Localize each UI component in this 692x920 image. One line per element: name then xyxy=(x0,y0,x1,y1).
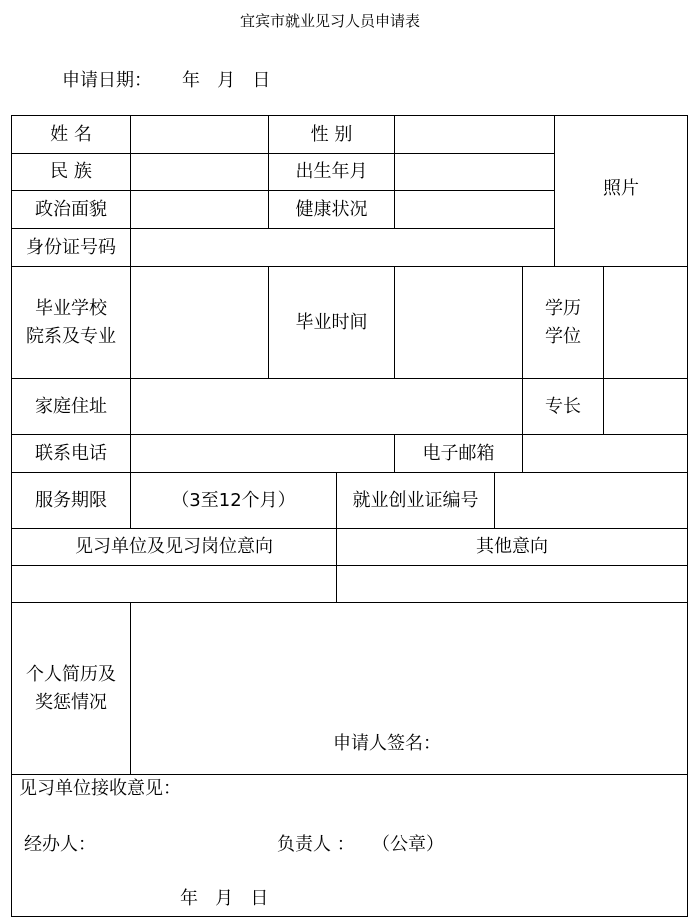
resume-label-line1: 个人简历及 xyxy=(26,663,116,685)
address-label: 家庭住址 xyxy=(35,395,107,417)
birth-field[interactable] xyxy=(395,154,554,190)
gender-field[interactable] xyxy=(395,116,554,153)
service-label: 服务期限 xyxy=(35,489,107,511)
employment-cert-label: 就业创业证编号 xyxy=(352,489,479,511)
intern-intent-field[interactable] xyxy=(12,566,336,602)
specialty-field[interactable] xyxy=(604,379,687,434)
id-label: 身份证号码 xyxy=(26,236,116,258)
phone-field[interactable] xyxy=(131,435,394,472)
political-field[interactable] xyxy=(131,191,268,228)
gender-label: 性 别 xyxy=(310,123,353,145)
other-intent-label: 其他意向 xyxy=(476,536,548,557)
email-label: 电子邮箱 xyxy=(422,442,495,464)
address-field[interactable] xyxy=(131,379,522,434)
applicant-signature-label: 申请人签名： xyxy=(333,733,441,754)
school-label-line1: 毕业学校 xyxy=(35,297,107,319)
intern-intent-label: 见习单位及见习岗位意向 xyxy=(75,536,273,557)
footer-date[interactable]: 年 月 日 xyxy=(180,888,269,909)
application-date-label: 申请日期： xyxy=(62,70,152,91)
photo-label: 照片 xyxy=(603,178,639,199)
photo-box[interactable] xyxy=(555,116,687,266)
school-label-line2: 院系及专业 xyxy=(26,325,116,347)
seal-label: （公章） xyxy=(372,834,444,855)
birth-label: 出生年月 xyxy=(295,161,368,182)
school-field[interactable] xyxy=(131,267,268,378)
degree-label-line1: 学历 xyxy=(545,297,581,319)
political-label: 政治面貌 xyxy=(35,198,107,220)
ethnicity-field[interactable] xyxy=(131,154,268,190)
responsible-label: 负责人 ： xyxy=(277,834,355,855)
table-border-bottom xyxy=(11,916,688,917)
resume-label-line2: 奖惩情况 xyxy=(35,691,107,713)
name-field[interactable] xyxy=(131,116,268,153)
employment-cert-field[interactable] xyxy=(495,473,687,528)
degree-label-line2: 学位 xyxy=(545,325,581,347)
service-period-field[interactable]: （3至12个月） xyxy=(171,489,296,511)
degree-label xyxy=(523,267,603,378)
grad-time-label: 毕业时间 xyxy=(295,311,368,333)
form-title: 宜宾市就业见习人员申请表 xyxy=(239,12,420,30)
health-field[interactable] xyxy=(395,191,554,228)
application-date-value[interactable]: 年 月 日 xyxy=(182,70,271,91)
acceptance-label: 见习单位接收意见： xyxy=(19,778,181,799)
degree-field[interactable] xyxy=(604,267,687,378)
specialty-label: 专长 xyxy=(545,395,581,417)
resume-label xyxy=(12,603,130,774)
school-label xyxy=(12,267,130,378)
email-field[interactable] xyxy=(523,435,687,472)
id-field[interactable] xyxy=(131,229,554,266)
name-label: 姓 名 xyxy=(50,123,92,145)
phone-label: 联系电话 xyxy=(35,442,107,464)
health-label: 健康状况 xyxy=(295,198,368,220)
other-intent-field[interactable] xyxy=(337,566,687,602)
ethnicity-label: 民 族 xyxy=(50,161,92,182)
handler-label: 经办人： xyxy=(24,834,96,855)
grad-time-field[interactable] xyxy=(395,267,522,378)
application-date xyxy=(62,66,270,92)
table-border-right xyxy=(687,115,688,917)
